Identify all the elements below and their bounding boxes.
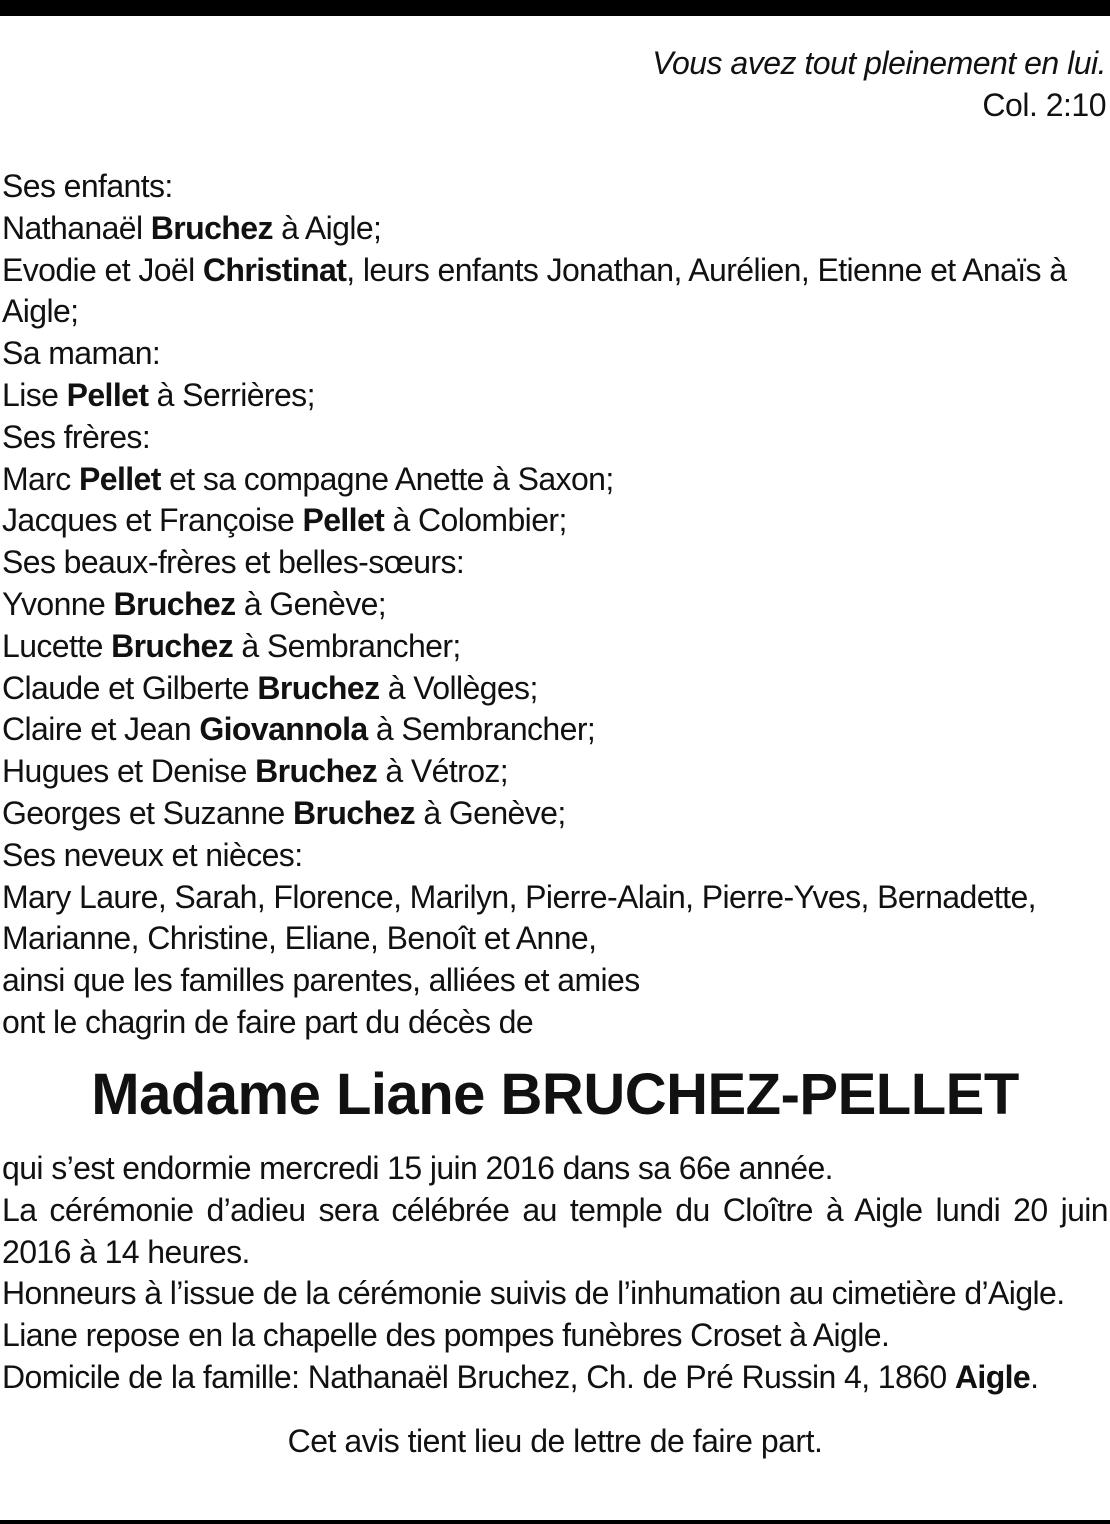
surname: Bruchez bbox=[113, 585, 236, 622]
relatives-line: ainsi que les familles parentes, alliées et amies bbox=[2, 962, 640, 999]
nephews-names: Mary Laure, Sarah, Florence, Marilyn, Pierre-Alain, Pierre-Yves, Bernadette, Marianne, Christine, Eliane, Benoît et Anne, bbox=[2, 878, 1036, 957]
family-entry: Jacques et Françoise Pellet à Colombier; bbox=[2, 502, 567, 539]
verse-quote: Vous avez tout pleinement en lui. bbox=[652, 45, 1106, 81]
top-rule bbox=[0, 0, 1110, 16]
family-entry: Nathanaël Bruchez à Aigle; bbox=[2, 209, 382, 246]
family-entry: Claire et Jean Giovannola à Sembrancher; bbox=[2, 711, 596, 748]
family-entry: Lucette Bruchez à Sembrancher; bbox=[2, 627, 461, 664]
surname: Pellet bbox=[66, 376, 149, 413]
bottom-rule bbox=[0, 1520, 1110, 1524]
surname: Bruchez bbox=[111, 627, 234, 664]
family-entry: Yvonne Bruchez à Genève; bbox=[2, 585, 387, 622]
brothers-heading: Ses frères: bbox=[2, 418, 151, 455]
domicile-city: Aigle bbox=[954, 1358, 1031, 1395]
inlaws-heading: Ses beaux-frères et belles-sœurs: bbox=[2, 544, 465, 581]
surname: Pellet bbox=[302, 502, 385, 539]
verse-reference: Col. 2:10 bbox=[982, 87, 1106, 123]
family-entry: Claude et Gilberte Bruchez à Vollèges; bbox=[2, 669, 538, 706]
announcement-line: ont le chagrin de faire part du décès de bbox=[2, 1003, 534, 1040]
family-entry: Georges et Suzanne Bruchez à Genève; bbox=[2, 794, 566, 831]
family-entry: Marc Pellet et sa compagne Anette à Saxon; bbox=[2, 460, 614, 497]
family-entry: Hugues et Denise Bruchez à Vétroz; bbox=[2, 753, 509, 790]
surname: Bruchez bbox=[257, 669, 380, 706]
ceremony-info bbox=[2, 1148, 1108, 1399]
mother-heading: Sa maman: bbox=[2, 335, 161, 372]
surname: Bruchez bbox=[150, 209, 273, 246]
family-entry: Lise Pellet à Serrières; bbox=[2, 376, 315, 413]
rests-line: Liane repose en la chapelle des pompes funèbres Croset à Aigle. bbox=[2, 1317, 890, 1354]
surname: Christinat bbox=[202, 251, 347, 288]
domicile-line: Domicile de la famille: Nathanaël Bruchez, Ch. de Pré Russin 4, 1860 Aigle. bbox=[2, 1358, 1039, 1395]
passing-line: qui s’est endormie mercredi 15 juin 2016 dans sa 66e année. bbox=[2, 1150, 833, 1186]
surname: Pellet bbox=[79, 460, 161, 497]
ceremony-line: La cérémonie d’adieu sera célébrée au temple du Cloître à Aigle lundi 20 juin 2016 à 14 heures. bbox=[2, 1191, 1108, 1270]
children-heading: Ses enfants: bbox=[2, 168, 173, 204]
surname: Bruchez bbox=[255, 753, 378, 790]
surname: Bruchez bbox=[293, 794, 416, 831]
honours-line: Honneurs à l’issue de la cérémonie suivis de l’inhumation au cimetière d’Aigle. bbox=[2, 1275, 1065, 1312]
bible-verse bbox=[652, 42, 1106, 126]
family-entry: Evodie et Joël Christinat, leurs enfants Jonathan, Aurélien, Etienne et Anaïs à Aigle; bbox=[2, 251, 1067, 330]
nephews-heading: Ses neveux et nièces: bbox=[2, 836, 303, 873]
family-list bbox=[2, 166, 1108, 1044]
footer-note: Cet avis tient lieu de lettre de faire part. bbox=[287, 1423, 823, 1459]
surname: Giovannola bbox=[199, 711, 368, 748]
deceased-name: Madame Liane BRUCHEZ-PELLET bbox=[91, 1062, 1019, 1127]
